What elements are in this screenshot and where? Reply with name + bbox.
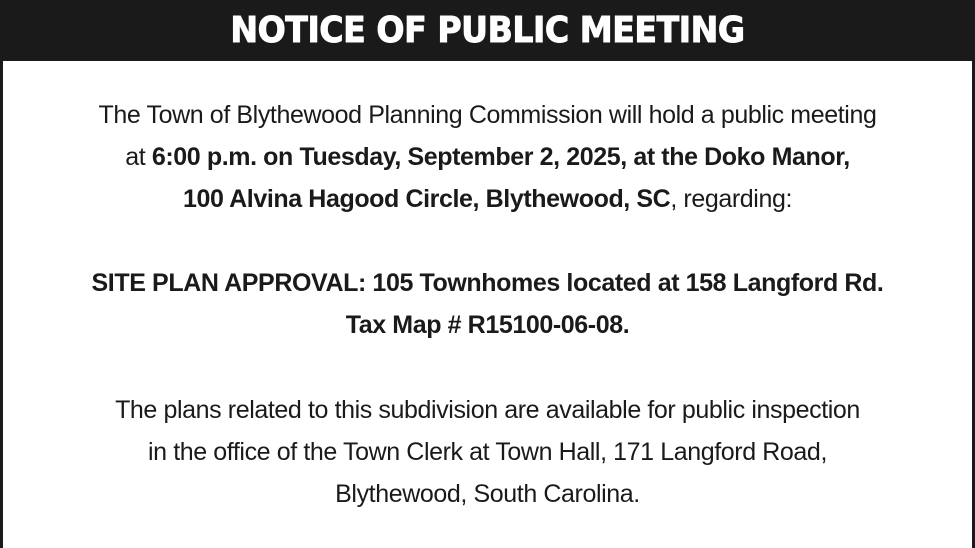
meeting-date-time-location: 6:00 p.m. on Tuesday, September 2, 2025, at the Doko Manor, (151, 143, 850, 171)
site-plan-approval-line: SITE PLAN APPROVAL: 105 Townhomes located at 158 Langford Rd. (91, 269, 884, 297)
notice-body (3, 61, 972, 515)
meeting-details-line-2-prefix: at (125, 143, 152, 171)
inspection-line-3: Blythewood, South Carolina. (335, 480, 640, 508)
site-plan-paragraph (3, 220, 972, 346)
notice-title: NOTICE OF PUBLIC MEETING (230, 10, 745, 51)
inspection-line-2: in the office of the Town Clerk at Town Hall, 171 Langford Road, (147, 438, 827, 466)
inspection-paragraph (3, 346, 972, 515)
meeting-details-line-2 (3, 136, 972, 178)
meeting-details-line-3 (3, 178, 972, 220)
notice-header (3, 0, 972, 61)
meeting-details-line-3-suffix: , regarding: (670, 185, 793, 213)
meeting-details-paragraph (3, 61, 972, 220)
inspection-line-1: The plans related to this subdivision are available for public inspection (115, 396, 860, 424)
meeting-address: 100 Alvina Hagood Circle, Blythewood, SC (182, 185, 671, 213)
meeting-details-line-1: The Town of Blythewood Planning Commission will hold a public meeting (98, 101, 877, 129)
tax-map-line: Tax Map # R15100-06-08. (345, 311, 630, 339)
